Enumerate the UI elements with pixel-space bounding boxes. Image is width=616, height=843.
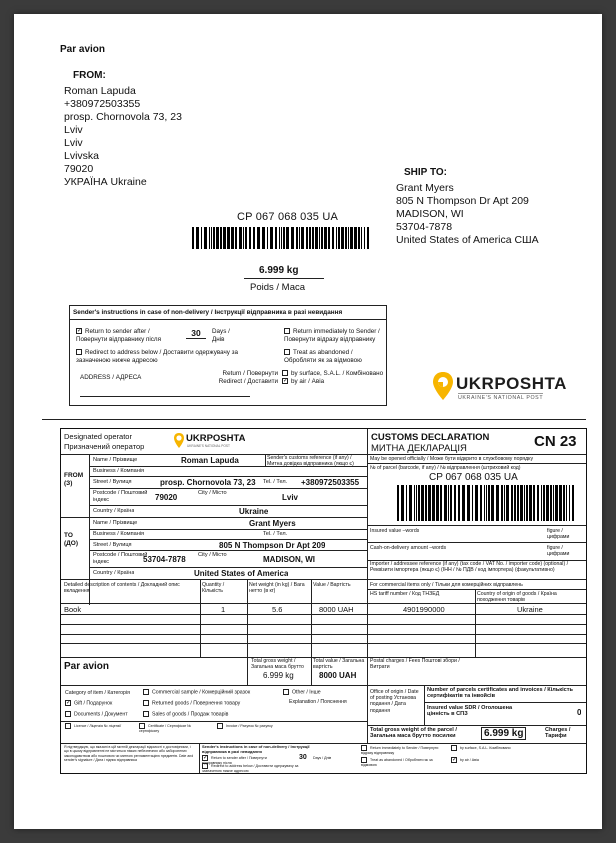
ship-to-address-line: Grant Myers — [396, 182, 454, 194]
cn23-logo-icon — [173, 432, 185, 449]
ship-to-address-line: 805 N Thompson Dr Apt 209 — [396, 195, 529, 207]
from-section-label: FROM (З) — [64, 472, 84, 487]
from-name-label: Name / Прізвище — [93, 457, 138, 463]
cut-line — [42, 419, 586, 420]
quantity-header: Quantity / Кількість — [202, 582, 225, 595]
to-city: MADISON, WI — [263, 555, 315, 564]
logo-tagline: UKRAINE'S NATIONAL POST — [458, 395, 544, 401]
returned-goods-option[interactable]: Returned goods / Повернення товару — [143, 700, 273, 707]
from-title: FROM: — [73, 70, 106, 81]
by-air-option[interactable]: ✓ by air / Авіа — [283, 378, 325, 385]
from-tel: +380972503355 — [301, 478, 360, 487]
weight-value: 6.999 kg — [259, 265, 299, 276]
parcels-certs-label: Number of parcels certificates and invoices / Кількість сертифікатів та інвойсів — [427, 687, 573, 700]
postal-charges-label: Postal charges / Fees Поштові збори / Витрати — [370, 658, 460, 671]
to-section-label: TO (ДО) — [64, 532, 79, 547]
parcel-number-label: № of parcel (barcode, if any) / № відправлення (штриховий код) — [370, 465, 521, 471]
to-postcode: 53704-7878 — [143, 555, 186, 564]
item-origin: Ukraine — [517, 605, 543, 614]
sender-customs-ref-label: Sender's customs reference (if any) / Митна довідка відправника (якщо є) — [267, 455, 354, 468]
logo-wordmark: UKRPOSHTA — [456, 374, 567, 393]
weight-divider — [244, 278, 324, 279]
from-address-line: Lviv — [64, 137, 83, 149]
commercial-sample-option[interactable]: Commercial sample / Комерційний зразок — [143, 689, 273, 696]
from-name: Roman Lapuda — [181, 456, 239, 465]
to-name-label: Name / Прізвище — [93, 520, 138, 526]
detailed-description-header: Detailed description of contents / Докладний опис вкладення — [64, 582, 180, 595]
commercial-only-header: For commercial items only / Тільки для комерційних відправлень — [370, 582, 523, 588]
cn23-days-value: 30 — [299, 754, 307, 761]
ship-to-address-line: United States of America США — [396, 234, 539, 246]
tracking-number: CP 067 068 035 UA — [237, 211, 339, 223]
cod-figure-label: figure / цифрами — [547, 545, 570, 558]
from-country-label: Country / Країна — [93, 508, 135, 514]
cn23-instructions-title: Sender's instructions in case of non-delivery / Інструкції відправника в разі невидання — [202, 745, 310, 754]
cn23-by-air-option[interactable]: ✓ by air / Авіа — [452, 757, 479, 763]
certification-text: Я підтверджую, що вказані в цій митній декларації відомості є достовірними, і що в цьому відправленні не міститься ніяких небезпечних або заборонених законодавством або поштовою чи митною регламентацією предметів. Date and sender's signature / Дата і підпис відправника — [64, 745, 194, 762]
from-postcode-label: Postcode / Поштовий індекс — [93, 490, 148, 503]
from-tel-label: Tel. / Тел. — [263, 479, 288, 485]
ship-to-title: SHIP TO: — [404, 167, 447, 178]
item-value: 8000 UAH — [319, 605, 354, 614]
return-immediately-option[interactable]: Return immediately to Sender / Повернути відразу відправнику — [284, 328, 380, 343]
cn23-customs-declaration — [60, 428, 587, 774]
cn23-surface-option[interactable]: by surface, S.A.L. Комбіновано — [451, 745, 511, 751]
item-quantity: 1 — [221, 605, 226, 614]
weight-caption: Poids / Маса — [250, 282, 306, 293]
from-address-line: Lvivska — [64, 150, 100, 162]
cn23-barcode — [397, 485, 575, 521]
treat-abandoned-option[interactable]: Treat as abandoned / Обробляти як за відмовою — [284, 349, 362, 364]
insured-sdr-label: Insured value SDR / Оголошена цінність в СПЗ — [427, 705, 513, 718]
by-surface-option[interactable]: by surface, S.A.L. / Комбіновано — [282, 370, 384, 378]
cn23-logo-wordmark: UKRPOSHTA — [186, 433, 246, 444]
return-redirect-label: Return / Повернути Redirect / Доставити — [218, 370, 278, 385]
cn23-abandoned-option[interactable]: Treat as abandoned / Обробляти як за відмовою — [361, 757, 433, 767]
check-icon[interactable]: ✓ — [77, 328, 83, 335]
total-gross-label: Total gross weight / Загальна маса брутто — [251, 658, 304, 671]
par-avion-heading: Par avion — [60, 44, 106, 55]
from-address-line: УКРАЇНА Ukraine — [64, 176, 147, 188]
tracking-barcode — [192, 227, 370, 249]
customs-declaration-title: CUSTOMS DECLARATION — [371, 432, 490, 443]
total-parcel-weight-value: 6.999 kg — [481, 727, 526, 740]
ukrposhta-logo-icon — [432, 371, 454, 401]
from-business-label: Business / Компанія — [93, 468, 145, 474]
country-origin-header: Country of origin of goods / Країна походження товарів — [477, 591, 557, 604]
cn23-redirect-option[interactable]: Redirect to address below / Доставити одержувачу за зазначеною нижче адресою — [202, 763, 299, 773]
other-option[interactable]: Other / Інше — [283, 689, 353, 696]
from-address-line: +380972503355 — [64, 98, 141, 110]
return-to-sender-option[interactable]: ✓ Return to sender after / Повернути відправнику після — [76, 328, 162, 343]
to-country: United States of America — [194, 569, 289, 578]
from-city: Lviv — [282, 493, 299, 502]
ship-to-address-line: 53704-7878 — [396, 221, 453, 233]
non-delivery-instructions — [69, 305, 387, 406]
days-label: Days / Днів — [212, 328, 230, 343]
cod-words-label: Cash-on-delivery amount –words — [370, 545, 447, 551]
net-weight-header: Net weight (in kg) / Вага нетто (в кг) — [249, 582, 305, 595]
cn23-code: CN 23 — [534, 433, 577, 450]
from-country: Ukraine — [239, 507, 269, 516]
insured-figure-label: figure / цифрами — [547, 528, 570, 541]
documents-option[interactable]: Documents / Документ — [65, 711, 145, 718]
certificate-option[interactable]: Certificate / Сертифікат № сертифікату — [139, 723, 192, 733]
cn23-days-label: Days / Днів — [313, 756, 332, 760]
to-name: Grant Myers — [249, 519, 296, 528]
value-header: Value / Вартість — [313, 582, 351, 588]
item-hs-code: 4901990000 — [403, 605, 445, 614]
total-value-label: Total value / Загальна вартість — [313, 658, 365, 671]
licence-option[interactable]: Licence / Ліцензія № ліцензії — [65, 723, 125, 729]
address-line — [80, 396, 250, 397]
sales-goods-option[interactable]: Sales of goods / Продаж товарів — [143, 711, 273, 718]
gift-option[interactable]: ✓ Gift / Подарунок — [66, 700, 113, 707]
to-street-label: Street / Вулиця — [93, 542, 132, 548]
explanation-label: Explanation / Пояснення — [289, 699, 347, 705]
from-street-label: Street / Вулиця — [93, 479, 132, 485]
to-business-label: Business / Компанія — [93, 531, 145, 537]
to-city-label: City / Місто — [198, 552, 227, 558]
from-street: prosp. Chornovola 73, 23 — [160, 478, 256, 487]
from-address-line: Lviv — [64, 124, 83, 136]
return-days-value: 30 — [186, 328, 206, 339]
item-description: Book — [64, 605, 82, 614]
shipping-label-page — [14, 14, 602, 829]
total-gross-value: 6.999 kg — [263, 671, 294, 680]
redirect-option[interactable]: Redirect to address below / Доставити одержувачу за зазначеною нижче адресою — [76, 349, 239, 364]
address-label: ADDRESS / АДРЕСА — [80, 374, 142, 381]
instructions-title: Sender's instructions in case of non-delivery / Інструкції відправника в разі невидання — [73, 309, 343, 316]
to-country-label: Country / Країна — [93, 570, 135, 576]
cn23-return-immediately-option[interactable]: Return immediately to Sender / Повернути відразу відправнику — [361, 745, 439, 755]
ship-to-address — [396, 182, 539, 247]
parcels-certs-value: 0 — [577, 708, 582, 717]
to-tel-label: Tel. / Тел. — [263, 531, 288, 537]
may-be-opened: May be opened officially / Може бути відкрито в службовому порядку — [370, 456, 534, 462]
from-postcode: 79020 — [155, 493, 178, 502]
to-street: 805 N Thompson Dr Apt 209 — [219, 541, 326, 550]
to-postcode-label: Postcode / Поштовий індекс — [93, 552, 148, 565]
cn23-par-avion: Par avion — [64, 661, 110, 672]
cn23-tracking-number: CP 067 068 035 UA — [429, 472, 518, 483]
cn23-return-sender-option[interactable]: ✓ Return to sender after / Повернути відправнику після — [202, 755, 267, 765]
ship-to-address-line: MADISON, WI — [396, 208, 464, 220]
from-city-label: City / Місто — [198, 490, 227, 496]
cn23-logo-tagline: UKRAINE'S NATIONAL POST — [187, 444, 230, 448]
category-label: Category of item / Категорія — [65, 690, 130, 696]
invoice-option[interactable]: Invoice / Рахунок № рахунку — [217, 723, 277, 729]
total-parcel-weight-label: Total gross weight of the parcel / Загальна маса брутто посилки — [370, 727, 457, 740]
designated-operator: Designated operator Призначений оператор — [64, 432, 145, 451]
office-origin-label: Office of origin / Date of posting Установа подання / Дата подання — [370, 689, 419, 714]
from-address-line: 79020 — [64, 163, 94, 175]
hs-tariff-header: HS tariff number / Код ТНЗЕД — [370, 591, 440, 597]
total-value-amount: 8000 UAH — [319, 671, 357, 680]
importer-reference-label: Importer / addressee reference (if any) (tax code / VAT No. / importer code) (optional) / Реквізити імпортера (якщо є) (ІНН / № ПДВ / код імпортера) (факультативно) — [370, 561, 569, 574]
from-address-line: prosp. Chornovola 73, 23 — [64, 111, 182, 123]
insured-words-label: Insured value –words — [370, 528, 420, 534]
customs-declaration-title-ua: МИТНА ДЕКЛАРАЦІЯ — [371, 443, 467, 454]
charges-label: Charges / Тарифи — [545, 727, 571, 740]
item-weight: 5.6 — [272, 605, 283, 614]
from-address — [64, 85, 182, 189]
from-address-line: Roman Lapuda — [64, 85, 136, 97]
